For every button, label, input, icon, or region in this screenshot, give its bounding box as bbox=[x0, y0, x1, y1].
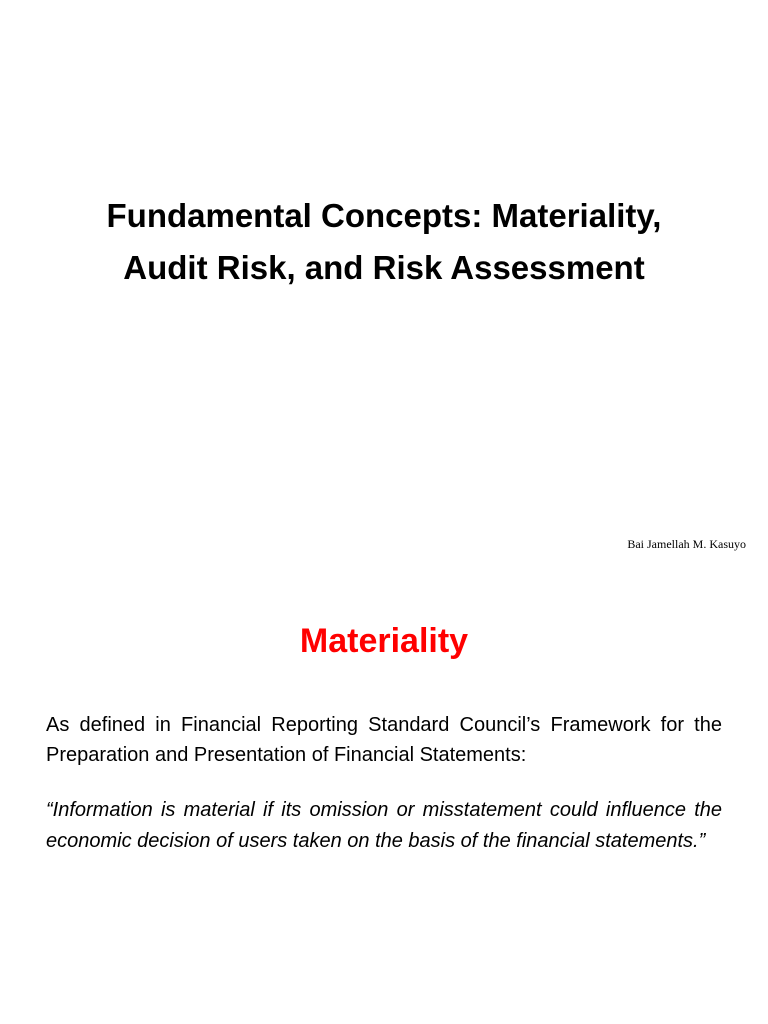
slide-title-line-2: Audit Risk, and Risk Assessment bbox=[123, 249, 645, 286]
slide-title-line-1: Fundamental Concepts: Materiality, bbox=[106, 197, 662, 234]
slide-title bbox=[0, 190, 768, 294]
materiality-slide bbox=[0, 580, 768, 1024]
author-name: Bai Jamellah M. Kasuyo bbox=[627, 537, 746, 551]
intro-paragraph: As defined in Financial Reporting Standard Council’s Framework for the Preparation and Presentation of Financial Statements: bbox=[46, 714, 722, 766]
section-heading: Materiality bbox=[299, 622, 469, 660]
definition-quote: “Information is material if its omission or misstatement could influence the economic decision of users taken on the basis of the financial statements.” bbox=[46, 799, 722, 852]
